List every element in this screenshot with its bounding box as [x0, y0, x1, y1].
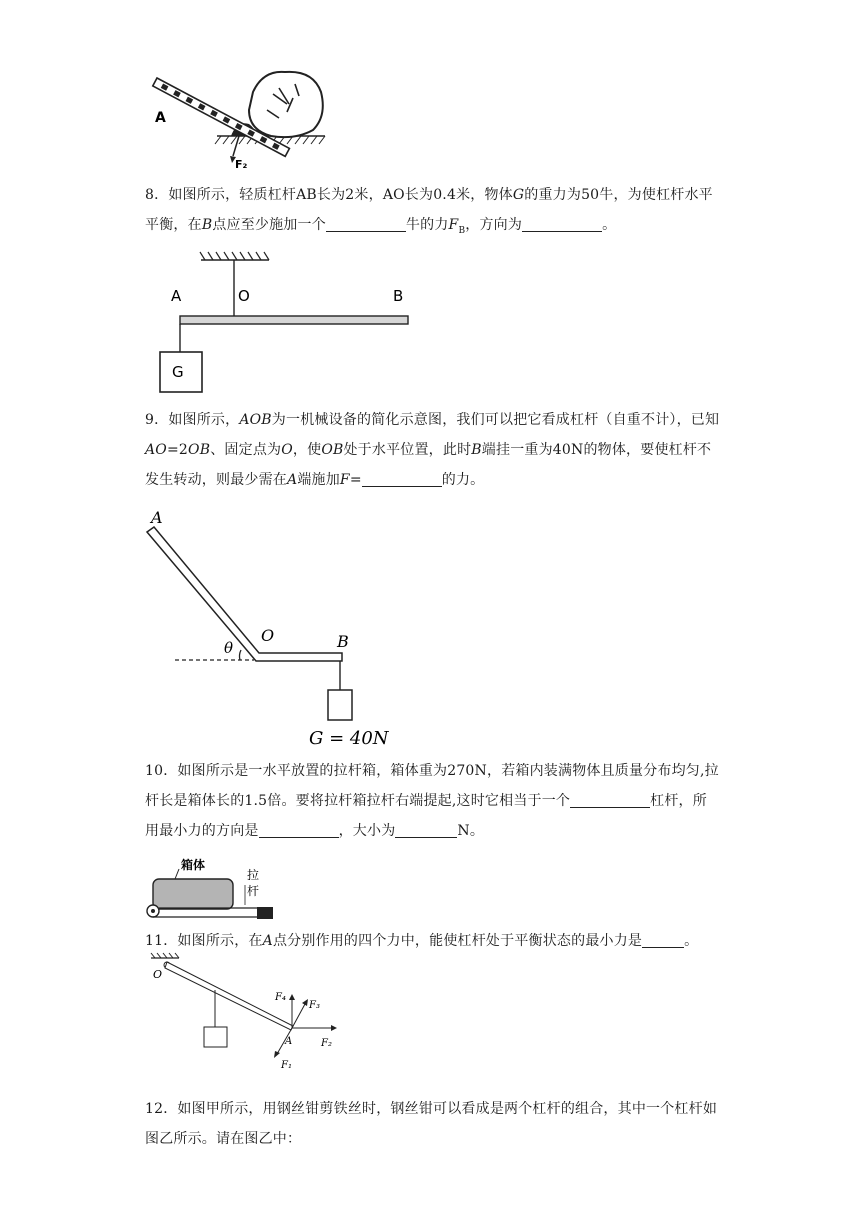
figure-trolley-case [145, 855, 285, 920]
label-theta: θ [224, 639, 234, 657]
label-a: A [285, 1036, 293, 1047]
label-f1: F₁ [281, 1060, 292, 1071]
label-weight: G = 40N [309, 728, 389, 749]
question-8: 8．如图所示，轻质杠杆AB长为2米，AO长为0.4米，物体G的重力为50牛，为使杠杆水平平衡，在B点应至少施加一个 牛的力$F_B$，方向为 。 [145, 187, 713, 236]
label-a: A [151, 508, 163, 527]
question-number: 10． [145, 763, 178, 779]
label-a: A [171, 287, 182, 305]
question-9: 9．如图所示，AOB为一机械设备的简化示意图，我们可以把它看成杠杆（自重不计），已知AO=2OB、固定点为O，使OB处于水平位置，此时B端挂一重为40N的物体，要使杠杆不发生转动，则最少需在A端施加F= 的力。 [145, 412, 720, 488]
answer-blank-lever-type[interactable] [570, 791, 650, 808]
label-f2: F₂ [235, 158, 248, 171]
label-b: B [337, 632, 349, 651]
figure-lever-ab [145, 246, 420, 396]
label-f2: F₂ [321, 1038, 332, 1049]
label-rod-2: 杆 [247, 884, 260, 898]
label-o: O [238, 287, 250, 305]
label-a: A [155, 110, 166, 126]
label-box: 箱体 [181, 858, 206, 872]
label-f3: F₃ [309, 1000, 320, 1011]
question-10: 10．如图所示是一水平放置的拉杆箱，箱体重为270N，若箱内装满物体且质量分布均匀,拉杆长是箱体长的1.5倍。要将拉杆箱拉杆右端提起,这时它相当于一个 杠杆，所用最小力的方向是 ，大小为 N。 [145, 763, 719, 839]
label-f4: F₄ [275, 992, 286, 1003]
question-12: 12．如图甲所示，用钢丝钳剪铁丝时，钢丝钳可以看成是两个杠杆的组合，其中一个杠杆如图乙所示。请在图乙中： [145, 1101, 718, 1147]
label-b: B [393, 287, 404, 305]
answer-blank-magnitude[interactable] [395, 821, 457, 838]
figure-lever-forces [145, 952, 345, 1072]
answer-blank-direction[interactable] [259, 821, 339, 838]
question-number: 8． [145, 187, 169, 203]
label-g: G [172, 363, 184, 381]
answer-blank-direction[interactable] [522, 215, 602, 232]
answer-blank-force[interactable] [326, 215, 406, 232]
question-number: 11． [145, 933, 178, 949]
question-11: 11．如图所示，在A点分别作用的四个力中，能使杠杆处于平衡状态的最小力是 。 [145, 933, 699, 949]
question-number: 12． [145, 1101, 178, 1117]
answer-blank-min-force[interactable] [642, 931, 684, 948]
label-o: O [261, 626, 275, 645]
figure-lever-rock [145, 64, 345, 174]
answer-blank-force[interactable] [362, 470, 442, 487]
label-o: O [153, 968, 163, 981]
question-number: 9． [145, 412, 169, 428]
label-rod-1: 拉 [247, 868, 260, 882]
figure-bent-lever [145, 505, 425, 750]
